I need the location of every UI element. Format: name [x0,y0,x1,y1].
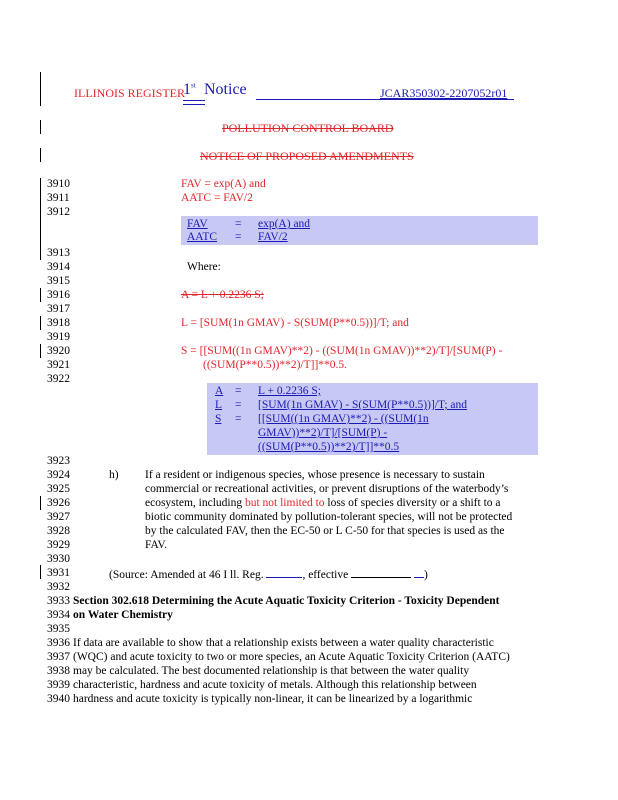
register-label: ILLINOIS REGISTER [74,86,185,100]
line-number: 3923 [47,455,70,467]
blank-field [414,567,424,578]
page-underline [183,100,205,101]
paragraph-h-text: loss of species diversity or a shift to a [324,497,501,509]
a-label: A [215,385,224,397]
line-number: 3910 [47,178,70,190]
blank-field [266,567,302,578]
change-bar [40,496,41,510]
line-number: 3931 [47,567,70,579]
source-suffix: ) [423,569,428,581]
line-number: 3916 [47,289,70,301]
change-bar [40,72,41,106]
equals-sign: = [235,385,242,397]
change-bar [40,565,41,579]
line-number: 3918 [47,317,70,329]
section-heading-line-2: on Water Chemistry [73,609,173,621]
line-number: 3930 [47,553,70,565]
line-number: 3912 [47,206,70,218]
section-heading-line-1: Section 302.618 Determining the Acute Aquatic Toxicity Criterion - Toxicity Dependent [73,595,500,607]
paragraph-h-text: ecosystem, including [145,497,245,509]
aatc-formula-old: AATC = FAV/2 [181,192,253,204]
section-body-line: hardness and acute toxicity is typically non-linear, it can be linearized by a logarithmic [73,693,473,705]
notice-type: NOTICE OF PROPOSED AMENDMENTS [200,149,414,163]
paragraph-h-line: FAV. [145,539,168,551]
line-number: 3939 [47,679,70,691]
line-number: 3911 [47,192,70,204]
a-formula-deleted: A = L + 0.2236 S; [181,289,264,301]
section-body-line: If data are available to show that a relationship exists between a water quality characteristic [73,637,494,649]
source-mid: , effective [302,569,349,581]
equals-sign: = [235,218,242,230]
line-number: 3926 [47,497,70,509]
line-number: 3922 [47,373,70,385]
source-prefix: (Source: Amended at 46 I ll. Reg. [109,569,264,581]
doc-code: JCAR350302-2207052r01 [380,86,508,100]
change-bar [40,316,41,330]
line-number: 3938 [47,665,70,677]
line-number: 3936 [47,637,70,649]
s-formula-new-line-3: ((SUM(P**0.5))**2)/T]]**0.5 [258,441,400,453]
aatc-label: AATC [187,231,218,243]
l-formula: L = [SUM(1n GMAV) - S(SUM(P**0.5))]/T; and [181,317,409,329]
line-number: 3919 [47,331,70,343]
blank-field [351,567,411,578]
line-number: 3913 [47,247,70,259]
where-label: Where: [187,261,221,273]
page-underline [183,104,205,105]
paragraph-h-line: If a resident or indigenous species, whose presence is necessary to sustain [145,469,485,481]
notice-label: Notice [204,81,247,98]
fav-formula-old: FAV = exp(A) and [181,178,266,190]
fav-label: FAV [187,218,208,230]
change-bar [40,120,41,134]
section-body-line: (WQC) and acute toxicity to two or more species, an Acute Aquatic Toxicity Criterion (AATC) [73,651,510,663]
line-number: 3929 [47,539,70,551]
line-number: 3935 [47,623,70,635]
l-label: L [215,399,223,411]
line-number: 3927 [47,511,70,523]
s-formula-line-1: S = [[SUM((1n GMAV)**2) - ((SUM(1n GMAV))**2)/T]/[SUM(P) - [181,345,503,357]
aatc-formula-new: FAV/2 [258,231,288,243]
line-number: 3937 [47,651,70,663]
section-body-line: may be calculated. The best documented relationship is that between the water quality [73,665,470,677]
notice-superscript: st [191,81,196,90]
source-note [109,567,428,581]
change-bar [40,178,41,260]
line-number: 3915 [47,275,70,287]
line-number: 3925 [47,483,70,495]
fav-formula-new: exp(A) and [258,218,311,230]
line-number: 3934 [47,609,70,621]
change-bar [40,344,41,358]
line-number: 3920 [47,345,70,357]
line-number: 3928 [47,525,70,537]
l-formula-new: [SUM(1n GMAV) - S(SUM(P**0.5))]/T; and [258,399,468,411]
page-number [183,81,196,99]
paragraph-h-line: by the calculated FAV, then the EC-50 or L C-50 for that species is used as the [145,525,505,537]
line-number: 3917 [47,303,70,315]
paragraph-h-line [145,497,501,509]
s-formula-new-line-1: [[SUM((1n GMAV)**2) - ((SUM(1n [258,413,429,425]
line-number: 3921 [47,359,70,371]
board-title: POLLUTION CONTROL BOARD [222,121,394,135]
line-number: 3914 [47,261,70,273]
equals-sign: = [235,399,242,411]
equals-sign: = [235,231,242,243]
s-label: S [215,413,222,425]
paragraph-label: h) [109,469,119,481]
a-formula-new: L + 0.2236 S; [258,385,321,397]
s-formula-new-line-2: GMAV))**2)/T]/[SUM(P) - [258,427,388,439]
section-body-line: characteristic, hardness and acute toxicity of metals. Although this relationship between [73,679,477,691]
line-number: 3924 [47,469,70,481]
inserted-text: but not limited to [244,497,325,509]
paragraph-h-line: biotic community dominated by pollution-tolerant species, will not be protected [145,511,513,523]
change-bar [40,148,41,162]
page-number-value: 1 [183,81,191,98]
line-number: 3940 [47,693,70,705]
paragraph-h-line: commercial or recreational activities, or prevent disruptions of the waterbody’s [145,483,509,495]
line-number: 3933 [47,595,70,607]
s-formula-line-2: ((SUM(P**0.5))**2)/T]]**0.5. [203,359,348,371]
equals-sign: = [235,413,242,425]
line-number: 3932 [47,581,70,593]
change-bar [40,288,41,302]
